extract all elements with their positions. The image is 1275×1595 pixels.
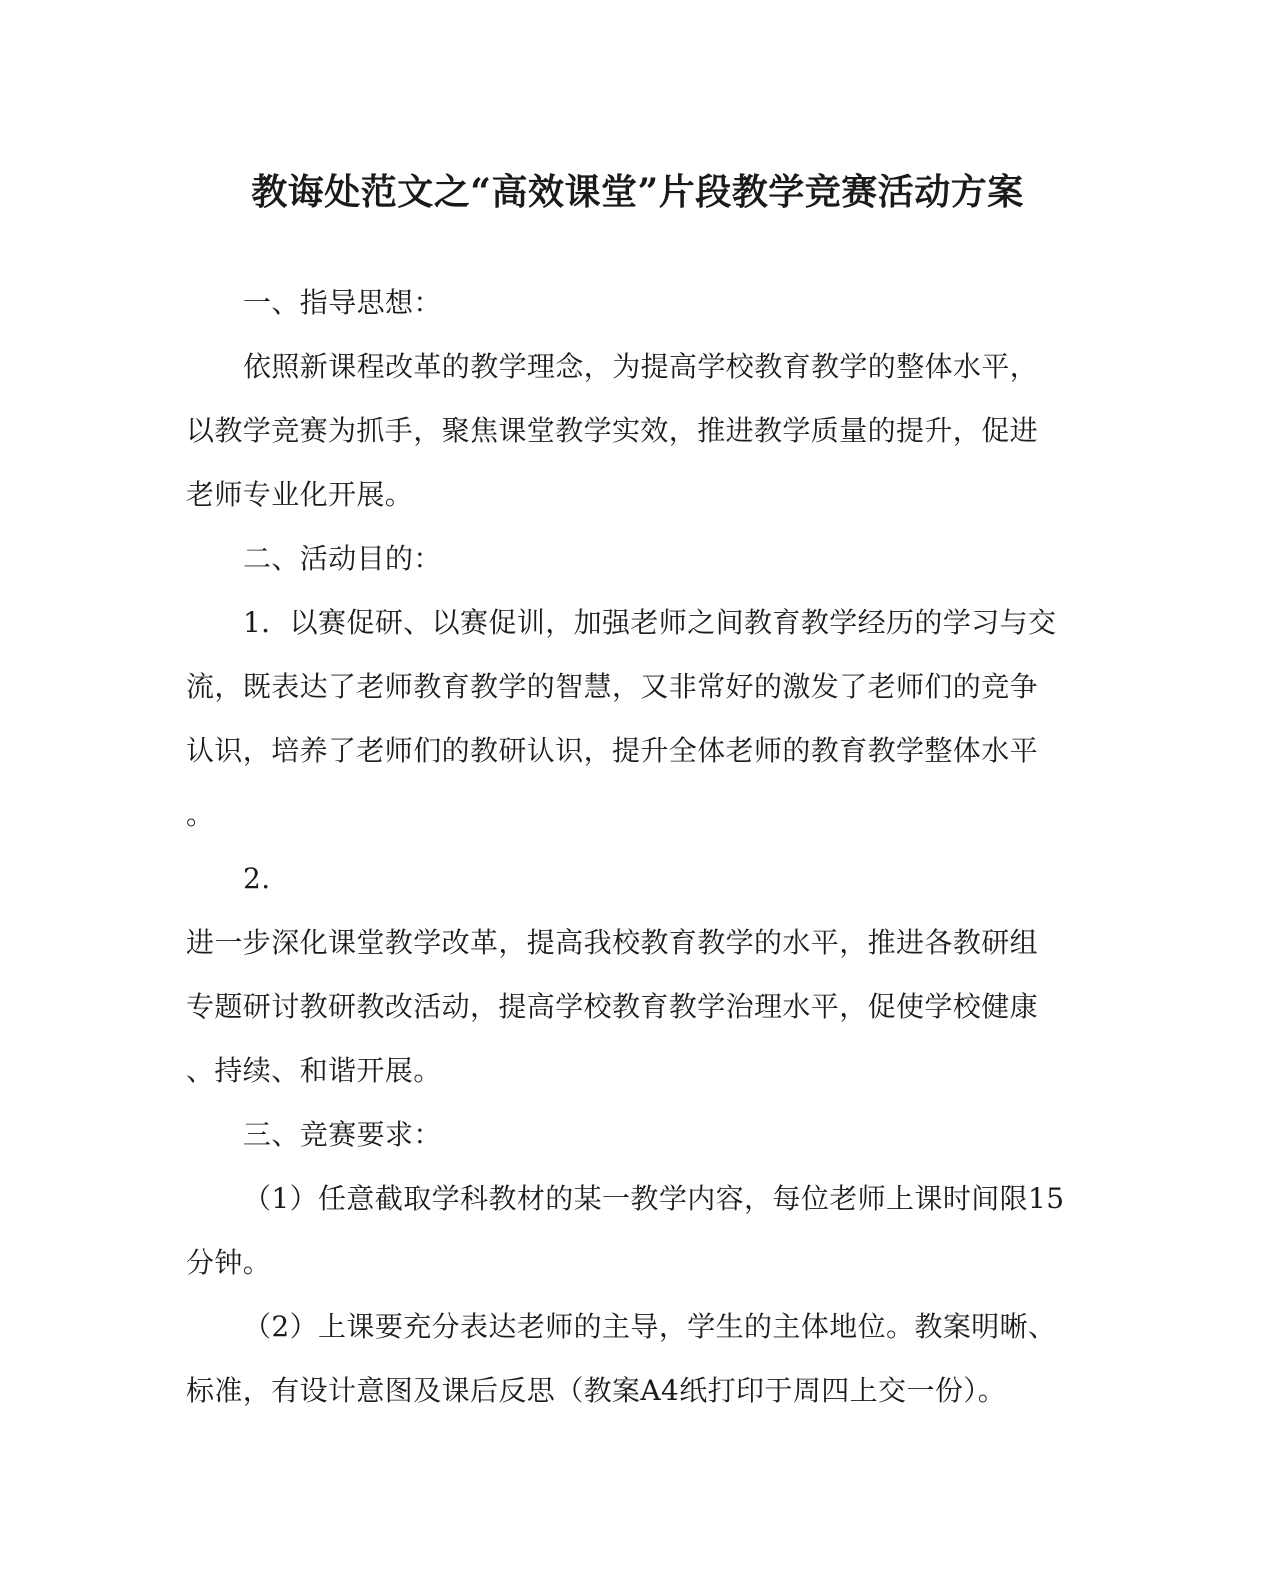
section-heading-competition-requirements: 三、竞赛要求：	[243, 1118, 442, 1151]
paragraph-line: 以教学竞赛为抓手，聚焦课堂教学实效，推进教学质量的提升，促进	[186, 414, 1039, 447]
paragraph-line: 1．以赛促研、以赛促训，加强老师之间教育教学经历的学习与交	[243, 606, 1057, 639]
paragraph-line: 依照新课程改革的教学理念，为提高学校教育教学的整体水平，	[243, 350, 1039, 383]
paragraph-line: 分钟。	[186, 1246, 272, 1279]
document-title: 教诲处范文之“高效课堂”片段教学竞赛活动方案	[251, 171, 1024, 213]
paragraph-line: 认识，培养了老师们的教研认识，提升全体老师的教育教学整体水平	[186, 734, 1039, 767]
list-number: 2.	[243, 862, 271, 895]
paragraph-line: 进一步深化课堂教学改革，提高我校教育教学的水平，推进各教研组	[186, 926, 1039, 959]
paragraph-line: 老师专业化开展。	[186, 478, 414, 511]
paragraph-line: 流，既表达了老师教育教学的智慧，又非常好的激发了老师们的竞争	[186, 670, 1039, 703]
section-heading-guiding-ideology: 一、指导思想：	[243, 286, 442, 319]
paragraph-line: 、持续、和谐开展。	[186, 1054, 442, 1087]
section-heading-activity-purpose: 二、活动目的：	[243, 542, 442, 575]
paragraph-line: （2）上课要充分表达老师的主导，学生的主体地位。教案明晰、	[243, 1310, 1057, 1343]
paragraph-line: （1）任意截取学科教材的某一教学内容，每位老师上课时间限15	[243, 1182, 1065, 1215]
paragraph-line: 。	[186, 798, 215, 831]
paragraph-line: 标准，有设计意图及课后反思（教案A4纸打印于周四上交一份）。	[186, 1374, 1007, 1407]
paragraph-line: 专题研讨教研教改活动，提高学校教育教学治理水平，促使学校健康	[186, 990, 1039, 1023]
